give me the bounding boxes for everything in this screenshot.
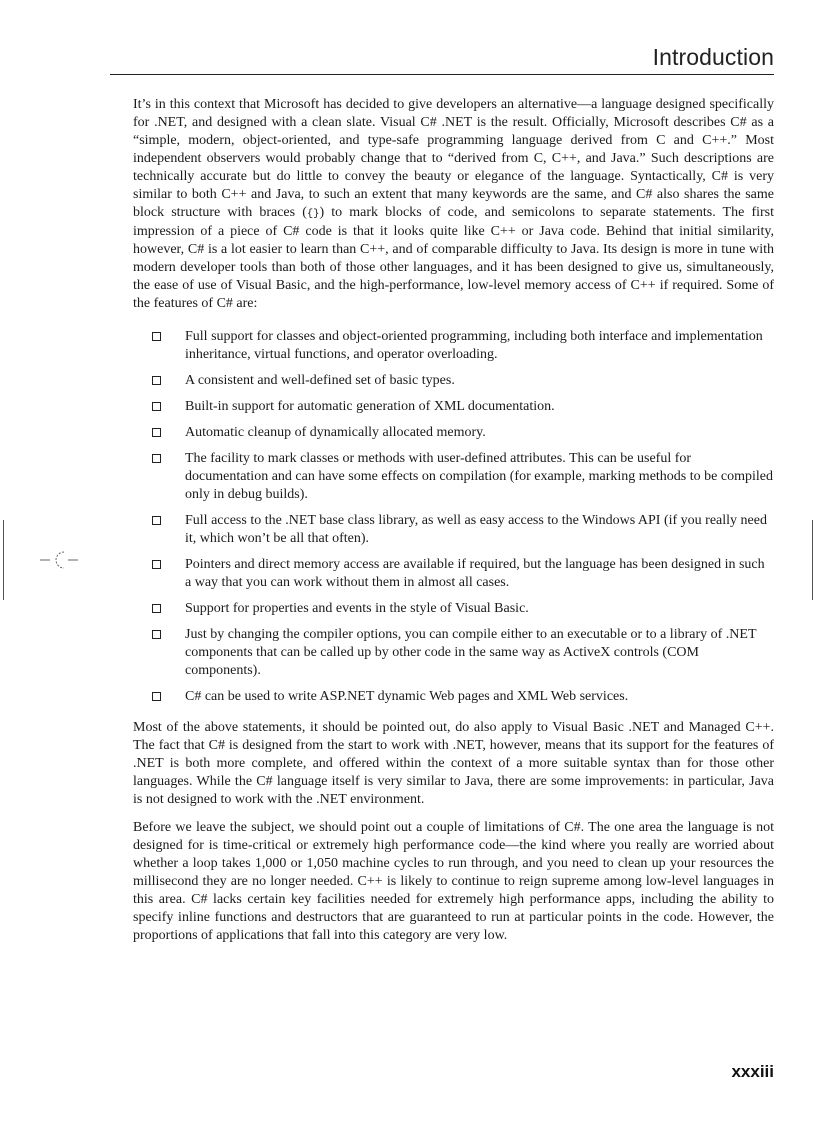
list-item: Just by changing the compiler options, you can compile either to an executable or to a library of .NET components that can be called up by other code in the same way as ActiveX controls (COM components). xyxy=(133,626,774,680)
checkbox-bullet-icon xyxy=(152,692,161,701)
header-rule xyxy=(110,74,774,75)
checkbox-bullet-icon xyxy=(152,630,161,639)
page-number: xxxiii xyxy=(731,1062,774,1081)
left-edge-mark xyxy=(3,520,4,600)
checkbox-bullet-icon xyxy=(152,560,161,569)
page-body xyxy=(133,96,774,945)
intro-paragraph: It’s in this context that Microsoft has decided to give developers an alternative—a language designed specifically for .NET, and designed with a clean slate. Visual C# .NET is the result. Officially, Microsoft describes C# as a “simple, modern, object-oriented, and type-safe programming language derived from C and C++.” Most independent observers would probably change that to “derived from C, C++, and Java.” Such descriptions are technically accurate but do little to convey the beauty or elegance of the language. Syntactically, C# is very similar to both C++ and Java, to such an extent that many keywords are the same, and C# also shares the same block structure with braces ({}) to mark blocks of code, and semicolons to separate statements. The first impression of a piece of C# code is that it looks quite like C++ or Java code. Behind that initial similarity, however, C# is a lot easier to learn than C++, and of comparable difficulty to Java. Its design is more in tune with modern developer tools than both of those other languages, and it has been designed to give us, simultaneously, the ease of use of Visual Basic, and the high-performance, low-level memory access of C++ if required. Some of the features of C# are: xyxy=(133,97,774,311)
running-header-title: Introduction xyxy=(652,44,774,70)
list-item: Support for properties and events in the style of Visual Basic. xyxy=(133,600,774,618)
checkbox-bullet-icon xyxy=(152,402,161,411)
braces-code: {} xyxy=(306,208,320,220)
checkbox-bullet-icon xyxy=(152,376,161,385)
registration-mark xyxy=(40,548,78,572)
list-item: Pointers and direct memory access are available if required, but the language has been designed in such a way that you can work without them in almost all cases. xyxy=(133,556,774,592)
checkbox-bullet-icon xyxy=(152,516,161,525)
feature-list xyxy=(133,328,774,706)
list-item: C# can be used to write ASP.NET dynamic Web pages and XML Web services. xyxy=(133,688,774,706)
list-item: Full support for classes and object-oriented programming, including both interface and implementation inheritance, virtual functions, and operator overloading. xyxy=(133,328,774,364)
checkbox-bullet-icon xyxy=(152,332,161,341)
checkbox-bullet-icon xyxy=(152,454,161,463)
limitations-paragraph: Before we leave the subject, we should point out a couple of limitations of C#. The one area the language is not designed for is time-critical or extremely high performance code—the kind where you really are worried about whether a loop takes 1,000 or 1,050 machine cycles to run through, and you need to clean up your resources the millisecond they are no longer needed. C++ is likely to continue to reign supreme among low-level languages in this area. C# lacks certain key facilities needed for extremely high performance apps, including the ability to specify inline functions and destructors that are guaranteed to run at particular points in the code. However, the proportions of applications that fall into this category are very low. xyxy=(133,820,774,943)
list-item: Built-in support for automatic generation of XML documentation. xyxy=(133,398,774,416)
checkbox-bullet-icon xyxy=(152,428,161,437)
right-edge-mark xyxy=(812,520,813,600)
list-item: Automatic cleanup of dynamically allocated memory. xyxy=(133,424,774,442)
list-item: Full access to the .NET base class library, as well as easy access to the Windows API (if you really need it, which won’t be all that often). xyxy=(133,512,774,548)
checkbox-bullet-icon xyxy=(152,604,161,613)
list-item: A consistent and well-defined set of basic types. xyxy=(133,372,774,390)
list-item: The facility to mark classes or methods with user-defined attributes. This can be useful for documentation and can have some effects on compilation (for example, marking methods to be compiled only in debug builds). xyxy=(133,450,774,504)
comparison-paragraph: Most of the above statements, it should be pointed out, do also apply to Visual Basic .NET and Managed C++. The fact that C# is designed from the start to work with .NET, however, means that its support for the features of .NET is both more complete, and offered within the context of a more suitable syntax than for those other languages. While the C# language itself is very similar to Java, there are some improvements: in particular, Java is not designed to work with the .NET environment. xyxy=(133,720,774,807)
